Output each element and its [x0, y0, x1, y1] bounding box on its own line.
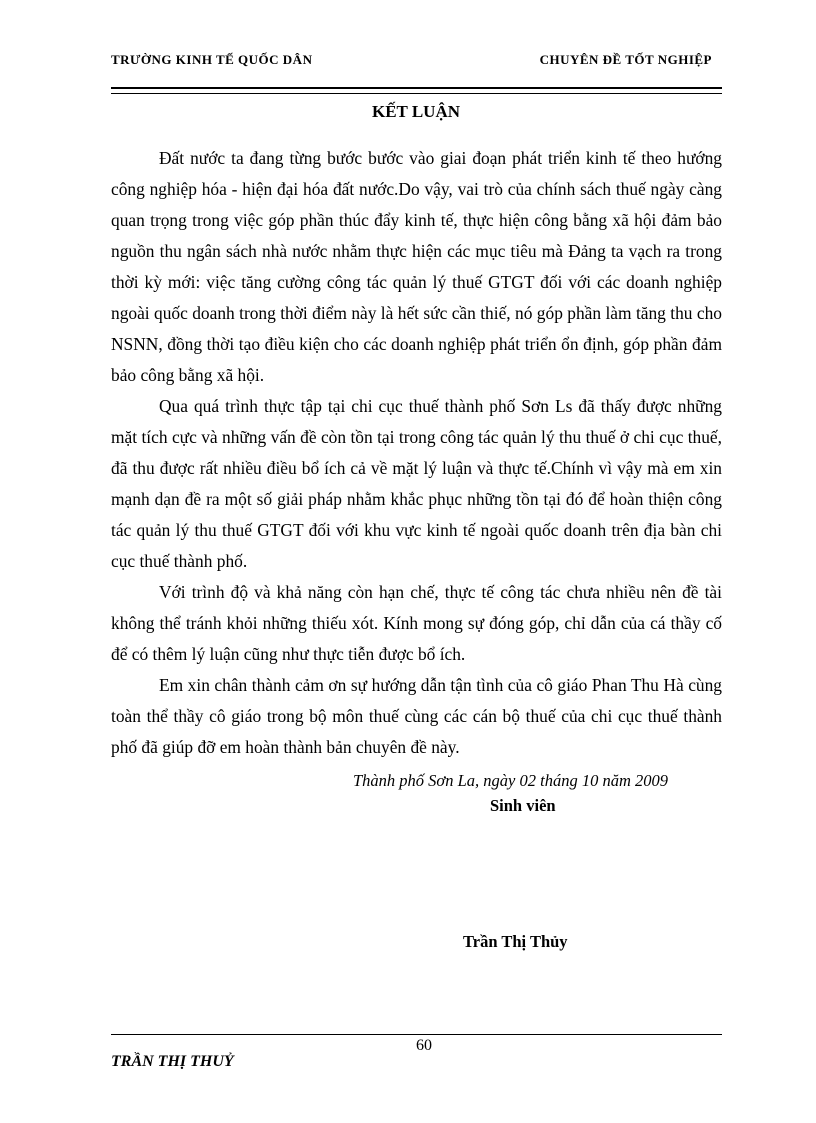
header-divider [111, 87, 722, 94]
paragraph-3: Với trình độ và khả năng còn hạn chế, thực tế công tác chưa nhiều nên đề tài không thể tránh khỏi những thiếu xót. Kính mong sự đóng góp, chỉ dẫn của cá thầy cố để có thêm lý luận cũng như thực tiễn được bổ ích. [111, 582, 722, 664]
header-school-name: TRƯỜNG KINH TẾ QUỐC DÂN [111, 52, 313, 67]
signature-place-date: Thành phố Sơn La, ngày 02 tháng 10 năm 2009 [353, 771, 668, 790]
paragraph-4: Em xin chân thành cảm ơn sự hướng dẫn tận tình của cô giáo Phan Thu Hà cùng toàn thể thầy cô giáo trong bộ môn thuế cùng các cán bộ thuế của chi cục thuế thành phố đã giúp đỡ em hoàn thành bản chuyên đề này. [111, 675, 722, 757]
signature-name: Trần Thị Thủy [463, 932, 568, 951]
signature-role: Sinh viên [490, 796, 556, 815]
footer-author: TRẦN THỊ THUỶ [111, 1053, 234, 1070]
page-title: KẾT LUẬN [371, 102, 460, 121]
page-number: 60 [416, 1037, 432, 1054]
paragraph-2: Qua quá trình thực tập tại chi cục thuế thành phố Sơn Ls đã thấy được những mặt tích cực và những vấn đề còn tồn tại trong công tác quản lý thu thuế ở chi cục thuế, đã thu được rất nhiều điều bổ ích cả về mặt lý luận và thực tế.Chính vì vậy mà em xin mạnh dạn đề ra một số giải pháp nhằm khắc phục những tồn tại đó để hoàn thiện công tác quản lý thu thuế GTGT đối với khu vực kinh tế ngoài quốc doanh trên địa bàn chi cục thuế thành phố. [111, 396, 722, 571]
footer-divider [111, 1034, 722, 1035]
document-body [111, 143, 722, 763]
header-document-type: CHUYÊN ĐỀ TỐT NGHIỆP [539, 52, 712, 67]
paragraph-1: Đất nước ta đang từng bước bước vào giai đoạn phát triển kinh tế theo hướng công nghiệp hóa - hiện đại hóa đất nước.Do vậy, vai trò của chính sách thuế ngày càng quan trọng trong việc góp phần thúc đẩy kinh tế, thực hiện công bằng xã hội đảm bảo nguồn thu ngân sách nhà nước nhằm thực hiện các mục tiêu mà Đảng ta vạch ra trong thời kỳ mới: việc tăng cường công tác quản lý thuế GTGT đối với các doanh nghiệp ngoài quốc doanh trong thời điểm này là hết sức cần thiế, nó góp phần làm tăng thu cho NSNN, đồng thời tạo điều kiện cho các doanh nghiệp phát triển ổn định, góp phần đảm bảo công bằng xã hội. [111, 148, 722, 385]
